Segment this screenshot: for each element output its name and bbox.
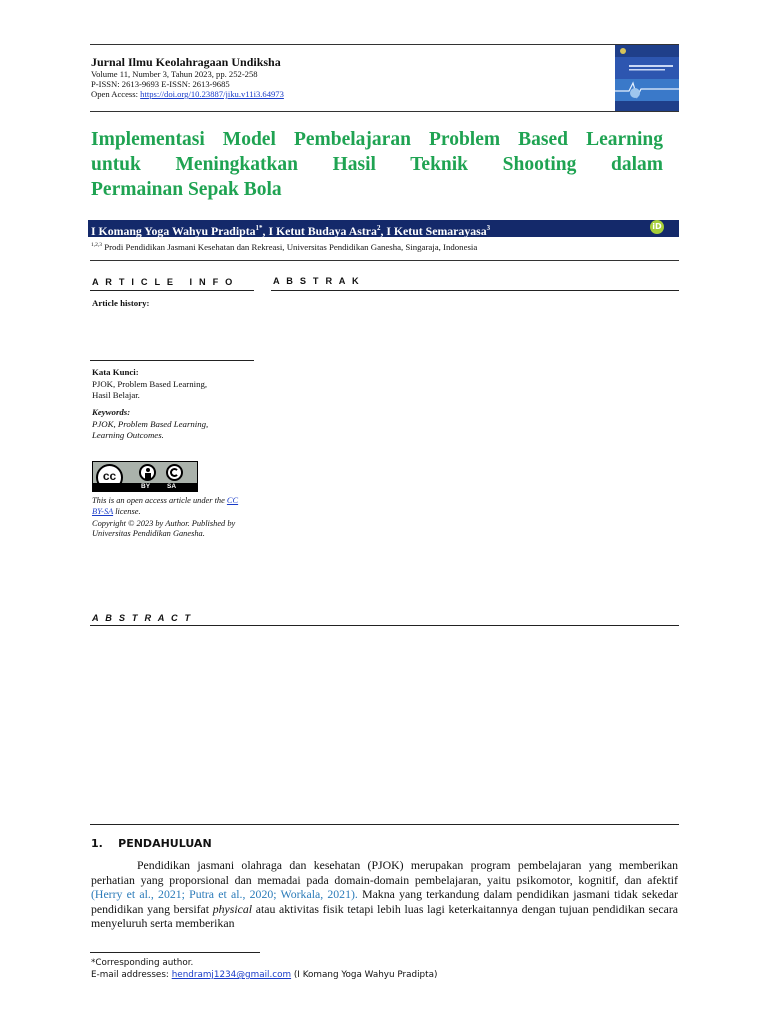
header-top-rule [90, 44, 679, 45]
copyright-line-1: Copyright © 2023 by Author. Published by [92, 519, 236, 528]
intro-paragraph [91, 858, 678, 931]
copyright-line-2: Universitas Pendidikan Ganesha. [92, 529, 205, 538]
abstract-rule [90, 625, 679, 626]
email-line: E-mail addresses: hendramj1234@gmail.com (I Komang Yoga Wahyu Pradipta) [91, 970, 438, 980]
author-1: I Komang Yoga Wahyu Pradipta [91, 223, 256, 238]
journal-open-access [91, 89, 284, 99]
cc-by-label: BY [141, 483, 151, 490]
by-person-icon [139, 464, 156, 481]
footnote [91, 957, 437, 981]
author-separator: , [380, 223, 387, 238]
abstrak-heading: A B S T R A K [273, 276, 361, 286]
keywords-line-1: PJOK, Problem Based Learning, [92, 419, 209, 429]
intro-rule [90, 824, 679, 825]
keywords-line-2: Learning Outcomes. [92, 430, 164, 440]
sa-share-icon [166, 464, 183, 481]
license-link-bysa[interactable]: BY-SA [92, 506, 114, 516]
affiliation-sup: 1,2,3 [91, 242, 102, 248]
header-bottom-rule [90, 111, 679, 112]
license-link-cc[interactable]: CC [226, 496, 239, 505]
cc-by-sa-badge[interactable] [92, 461, 198, 492]
journal-volume: Volume 11, Number 3, Tahun 2023, pp. 252-258 [91, 69, 258, 79]
journal-issn: P-ISSN: 2613-9693 E-ISSN: 2613-9685 [91, 79, 230, 89]
title-line-1: Implementasi Model Pembelajaran Problem Based Learning [91, 129, 663, 150]
corresponding-author: *Corresponding author. [91, 958, 194, 968]
citation-link[interactable]: (Herry et al., 2021; Putra et al., 2020; Workala, 2021). [91, 887, 358, 901]
kata-kunci-label: Kata Kunci: [92, 367, 139, 377]
affiliation-rule [90, 260, 679, 261]
author-1-sup: 1* [255, 224, 263, 232]
affiliation [91, 240, 477, 253]
affiliation-text: Prodi Pendidikan Jasmani Kesehatan dan Rekreasi, Universitas Pendidikan Ganesha, Singaraja, Indonesia [102, 241, 478, 252]
abstrak-rule [271, 290, 679, 291]
keywords-label: Keywords: [92, 407, 131, 417]
open-access-label: Open Access: [91, 89, 141, 99]
journal-name: Jurnal Ilmu Keolahragaan Undiksha [91, 55, 281, 69]
title-line-2: untuk Meningkatkan Hasil Teknik Shooting dalam [91, 154, 663, 175]
title-line-3: Permainan Sepak Bola [91, 179, 282, 200]
abstract-heading: A B S T R A C T [92, 613, 193, 623]
cc-logo-icon: cc [96, 464, 123, 491]
footnote-rule [90, 952, 260, 953]
paper-title [91, 127, 663, 202]
cover-art-icon [615, 45, 679, 111]
license-text: This is an open access article under the CC BY-SA license. [92, 496, 239, 516]
intro-text-3: atau aktivitas fisik tetapi lebih luas lagi keterkaitannya dengan tujuan pendidikan secara menyeluruh serta memberikan [91, 901, 678, 930]
intro-text-1: Pendidikan jasmani olahraga dan kesehatan (PJOK) merupakan program pembelajaran yang memberikan perhatian yang proporsional dan memadai pada domain-domain pembelajaran, yaitu psikomotor, kognitif, dan afektif [91, 858, 678, 887]
section-heading-pendahuluan: 1. PENDAHULUAN [91, 837, 212, 850]
author-3: I Ketut Semarayasa [386, 223, 487, 238]
email-link[interactable]: hendramj1234@gmail.com [171, 970, 292, 980]
author-2-sup: 2 [376, 224, 381, 232]
author-3-sup: 3 [486, 224, 491, 232]
kata-kunci-line-2: Hasil Belajar. [92, 390, 140, 400]
article-info-rule [90, 290, 254, 291]
doi-link[interactable]: https://doi.org/10.23887/jiku.v11i3.64973 [140, 89, 284, 99]
author-separator: , [262, 223, 269, 238]
article-history-label: Article history: [92, 298, 150, 308]
keywords-rule [90, 360, 254, 361]
kata-kunci-line-1: PJOK, Problem Based Learning, [92, 379, 208, 389]
cc-sa-label: SA [167, 483, 177, 490]
article-info-heading: A R T I C L E I N F O [92, 277, 235, 287]
intro-text-2: Makna yang terkandung dalam pendidikan jasmani tidak sekedar pendidikan yang bersifat [91, 887, 678, 916]
orcid-icon[interactable]: iD [650, 220, 664, 234]
intro-italic-physical: physical [212, 901, 253, 916]
author-list [91, 220, 490, 240]
author-2: I Ketut Budaya Astra [268, 223, 377, 238]
journal-cover-image [615, 45, 679, 111]
